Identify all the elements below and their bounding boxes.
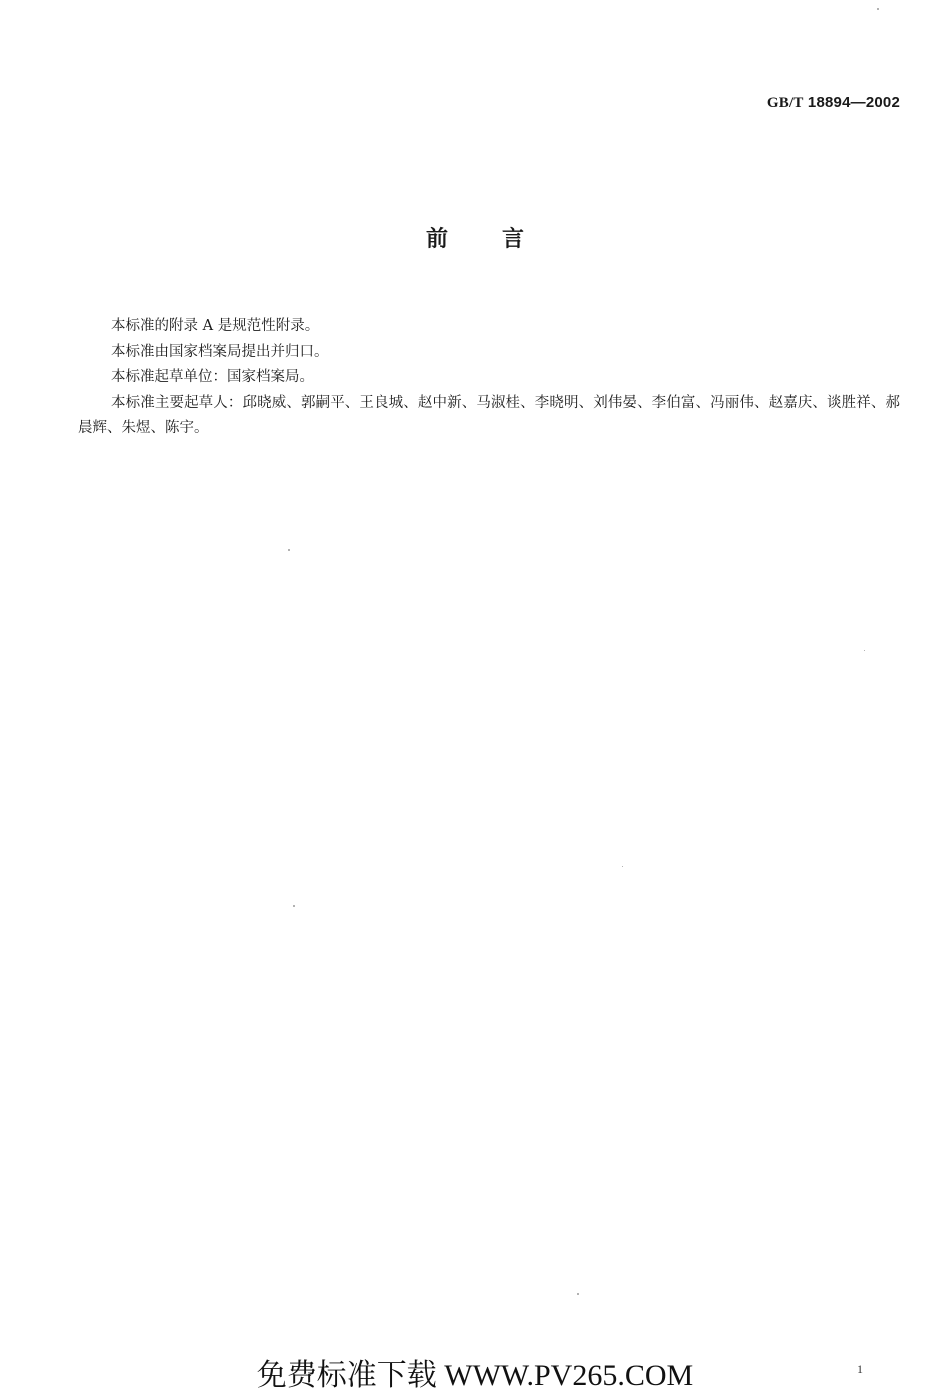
scan-speck	[288, 549, 290, 551]
scan-speck	[577, 1293, 579, 1295]
page-number: 1	[857, 1362, 863, 1376]
scan-speck	[622, 866, 623, 867]
scan-speck	[293, 905, 295, 907]
foreword-body	[78, 314, 900, 442]
footer-watermark: 免费标准下载 WWW.PV265.COM	[256, 1359, 694, 1392]
paragraph-proposer: 本标准由国家档案局提出并归口。	[111, 343, 329, 360]
standard-number	[767, 94, 900, 112]
standard-code: GB/T	[766, 95, 804, 111]
paragraph-annex: 本标准的附录 A 是规范性附录。	[111, 318, 320, 334]
scan-speck	[877, 8, 879, 10]
standard-number-value: 18894—2002	[807, 94, 900, 111]
scan-speck	[864, 650, 865, 651]
paragraph-drafters: 本标准主要起草人：邱晓威、郭嗣平、王良城、赵中新、马淑桂、李晓明、刘伟晏、李伯富、冯丽伟、赵嘉庆、谈胜祥、郝晨辉、朱煜、陈宇。	[78, 394, 900, 436]
paragraph-drafting-unit: 本标准起草单位：国家档案局。	[111, 369, 314, 385]
page-title: 前言	[425, 227, 578, 252]
